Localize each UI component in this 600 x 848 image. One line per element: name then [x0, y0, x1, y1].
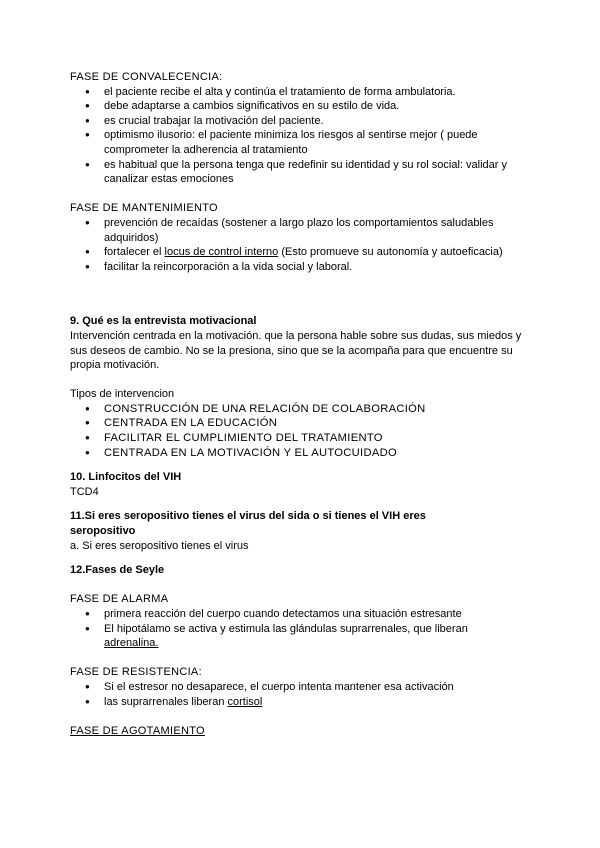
locus-link[interactable]: locus de control interno [164, 246, 279, 259]
q11-heading-line2: seropositivo [70, 525, 136, 538]
list-item [70, 695, 525, 710]
convalecencia-list [70, 85, 525, 187]
mantenimiento-list [70, 216, 525, 274]
list-item: ● Si el estresor no desaparece, el cuerpo intenta mantener esa activación [70, 680, 525, 695]
alarma-list [70, 607, 525, 651]
resistencia-list [70, 680, 525, 709]
tipos-title: Tipos de intervencion [70, 388, 175, 401]
list-item: ● CENTRADA EN LA EDUCACIÓN [70, 416, 525, 431]
item-text: las suprarrenales liberan [104, 695, 228, 708]
list-item: ● el paciente recibe el alta y continúa el tratamiento de forma ambulatoria. [70, 85, 525, 100]
q11-heading-line1: 11.Si eres seropositivo tienes el virus del sida o si tienes el VIH eres [70, 510, 426, 523]
q12-heading: 12.Fases de Seyle [70, 564, 165, 577]
list-item: ● es crucial trabajar la motivación del paciente. [70, 114, 525, 129]
list-item: ● facilitar la reincorporación a la vida social y laboral. [70, 260, 525, 275]
q10-answer: TCD4 [70, 485, 99, 498]
tipos-list [70, 402, 525, 460]
mantenimiento-title: FASE DE MANTENIMIENTO [70, 202, 218, 215]
adrenalina-link[interactable]: adrenalina. [104, 637, 159, 650]
alarma-title: FASE DE ALARMA [70, 593, 169, 606]
list-item [70, 245, 525, 260]
list-item: ● prevención de recaídas (sostener a largo plazo los comportamientos saludables adquiridos) [70, 216, 525, 245]
q10-heading: 10. Linfocitos del VIH [70, 471, 182, 484]
list-item: ● CENTRADA EN LA MOTIVACIÓN Y EL AUTOCUIDADO [70, 446, 525, 461]
q9-body: Intervención centrada en la motivación. que la persona hable sobre sus dudas, sus miedos y sus deseos de cambio. No se la presiona, sino que se la acompaña para que encuentre su propia motivación. [70, 329, 522, 372]
list-item: ● FACILITAR EL CUMPLIMIENTO DEL TRATAMIENTO [70, 431, 525, 446]
list-item [70, 622, 525, 651]
q9-heading: 9. Qué es la entrevista motivacional [70, 315, 257, 328]
item-text: fortalecer el [104, 246, 165, 259]
resistencia-title: FASE DE RESISTENCIA: [70, 666, 202, 679]
document-page [70, 70, 525, 738]
cortisol-link[interactable]: cortisol [227, 695, 263, 708]
agotamiento-title[interactable]: FASE DE AGOTAMIENTO [70, 724, 205, 737]
convalecencia-title: FASE DE CONVALECENCIA: [70, 71, 223, 83]
item-text: (Esto promueve su autonomía y autoeficacia) [278, 246, 503, 259]
item-text: El hipotálamo se activa y estimula las glándulas suprarrenales, que liberan [104, 622, 468, 635]
list-item: ● CONSTRUCCIÓN DE UNA RELACIÓN DE COLABORACIÓN [70, 402, 525, 417]
q11-answer: a. Si eres seropositivo tienes el virus [70, 539, 249, 552]
list-item: ● primera reacción del cuerpo cuando detectamos una situación estresante [70, 607, 525, 622]
list-item: ● debe adaptarse a cambios significativos en su estilo de vida. [70, 99, 525, 114]
list-item: ● es habitual que la persona tenga que redefinir su identidad y su rol social: validar y canalizar estas emociones [70, 158, 525, 187]
list-item: ● optimismo ilusorio: el paciente minimiza los riesgos al sentirse mejor ( puede comprometer la adherencia al tratamiento [70, 128, 525, 157]
